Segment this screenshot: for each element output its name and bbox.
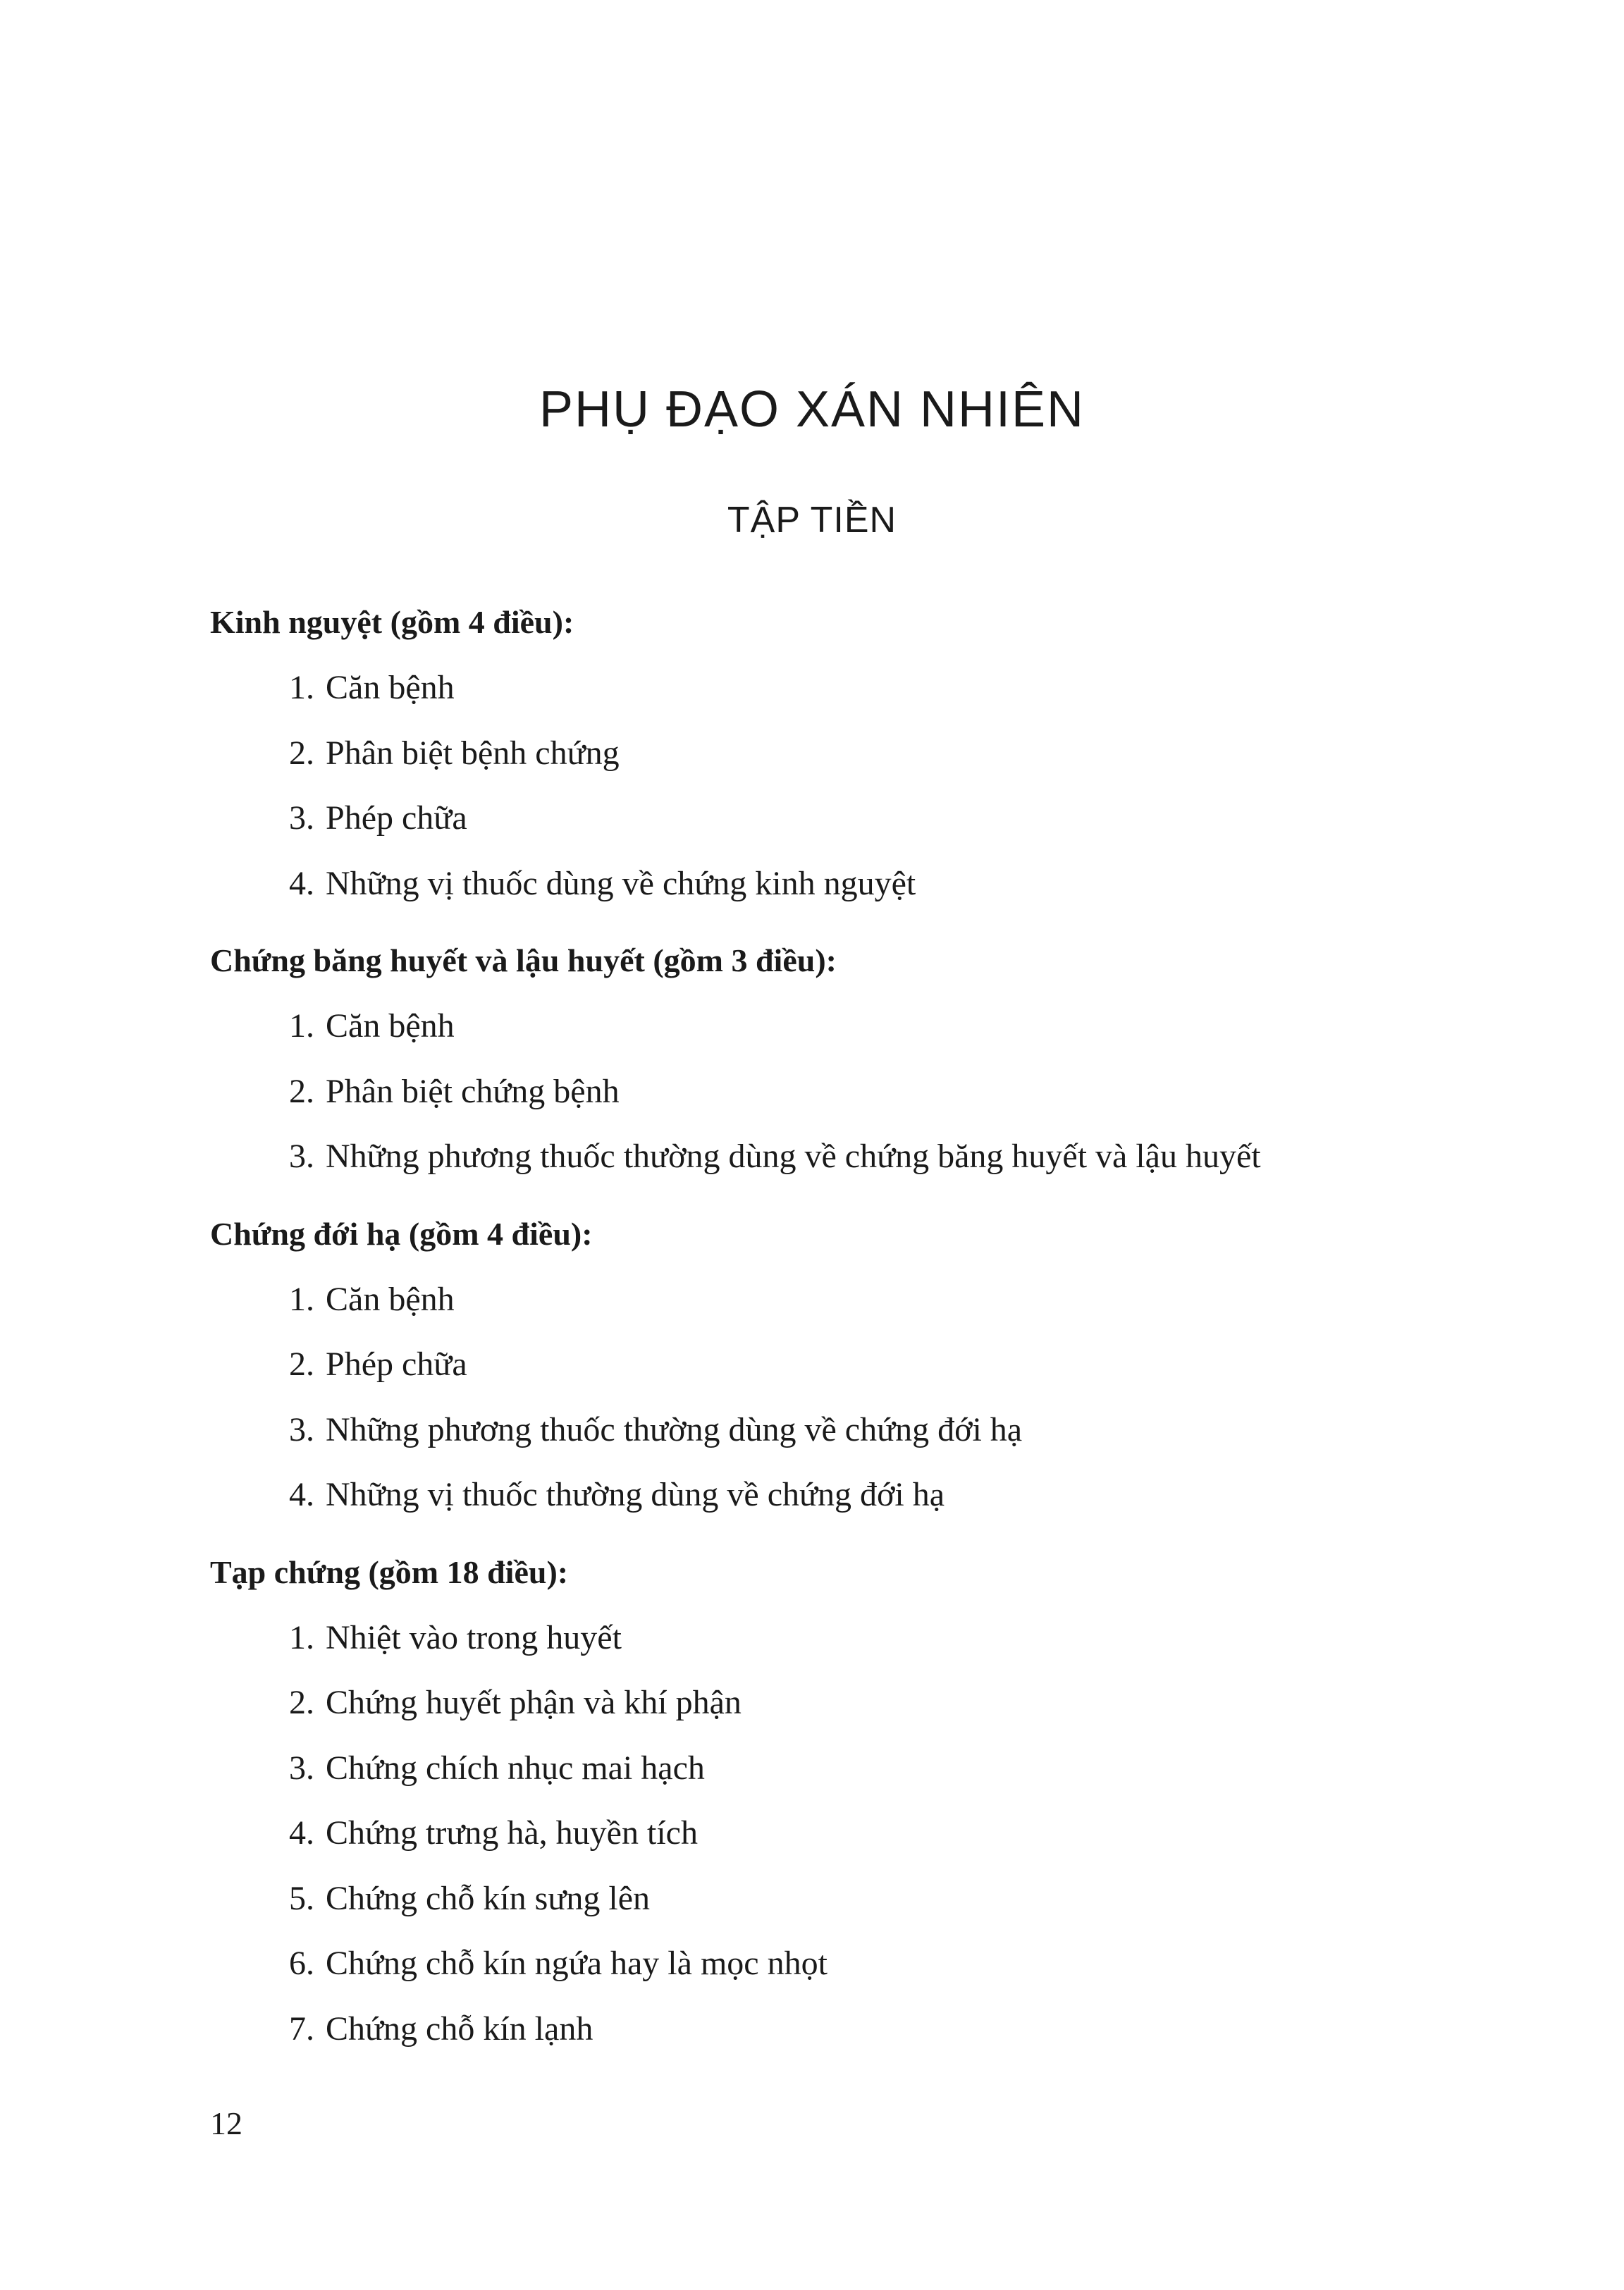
item-text: Căn bệnh	[326, 669, 455, 706]
list-item	[210, 1280, 1444, 1348]
section-heading: Kinh nguyệt (gồm 4 điều):	[210, 604, 574, 640]
item-number: 3.	[289, 1138, 314, 1175]
item-text: Chứng chỗ kín lạnh	[326, 2009, 593, 2048]
item-text: Phép chữa	[326, 799, 467, 837]
item-number: 7.	[289, 2009, 314, 2048]
item-text: Nhiệt vào trong huyết	[326, 1618, 622, 1656]
list-item	[210, 1410, 1444, 1479]
item-number: 2.	[289, 1684, 314, 1721]
section-heading: Chứng băng huyết và lậu huyết (gồm 3 điều):	[210, 942, 837, 978]
item-text: Những phương thuốc thường dùng về chứng băng huyết và lậu huyết	[326, 1138, 1261, 1175]
list-item	[210, 671, 1444, 737]
section-heading: Chứng đới hạ (gồm 4 điều):	[210, 1215, 593, 1252]
page-number: 12	[210, 2105, 242, 2141]
item-number: 2.	[289, 734, 314, 772]
item-text: Phép chữa	[326, 1346, 467, 1383]
page-title: PHỤ ĐẠO XÁN NHIÊN	[539, 381, 1085, 438]
list-item	[210, 734, 1444, 802]
section-doi-ha	[210, 1215, 1444, 1544]
item-text: Chứng trưng hà, huyền tích	[326, 1814, 698, 1852]
item-number: 3.	[289, 1749, 314, 1787]
list-item	[210, 1009, 1444, 1075]
page-subtitle: TẬP TIỀN	[727, 500, 897, 541]
section-bang-huyet	[210, 944, 1444, 1205]
item-number: 1.	[289, 1618, 314, 1656]
item-text: Chứng huyết phận và khí phận	[326, 1684, 742, 1721]
item-number: 2.	[289, 1072, 314, 1110]
item-number: 2.	[289, 1346, 314, 1383]
item-number: 4.	[289, 1814, 314, 1852]
item-text: Phân biệt bệnh chứng	[326, 734, 620, 772]
list-item	[210, 1749, 1444, 1817]
item-text: Chứng chỗ kín ngứa hay là mọc nhọt	[326, 1945, 828, 1982]
list-item	[210, 1686, 1444, 1752]
item-number: 6.	[289, 1945, 314, 1982]
list-item	[210, 2009, 1444, 2078]
item-text: Những phương thuốc thường dùng về chứng đới hạ	[326, 1410, 1023, 1448]
section-kinh-nguyet	[210, 606, 1444, 932]
list-item	[210, 1816, 1444, 1882]
item-text: Căn bệnh	[326, 1280, 455, 1318]
item-text: Những vị thuốc dùng về chứng kinh nguyệt	[326, 864, 916, 902]
item-number: 5.	[289, 1879, 314, 1917]
list-item	[210, 1947, 1444, 2012]
list-item	[210, 1618, 1444, 1687]
item-number: 4.	[289, 864, 314, 902]
list-item	[210, 1348, 1444, 1413]
list-item	[210, 801, 1444, 867]
item-text: Căn bệnh	[326, 1007, 455, 1045]
section-heading: Tạp chứng (gồm 18 điều):	[210, 1553, 569, 1590]
item-number: 1.	[289, 1280, 314, 1318]
item-text: Phân biệt chứng bệnh	[326, 1072, 620, 1110]
list-item	[210, 1140, 1444, 1205]
list-item	[210, 1478, 1444, 1544]
section-tap-chung	[210, 1553, 1444, 2078]
item-text: Những vị thuốc thường dùng về chứng đới hạ	[326, 1476, 945, 1513]
item-number: 1.	[289, 1007, 314, 1045]
item-text: Chứng chích nhục mai hạch	[326, 1749, 705, 1787]
item-number: 4.	[289, 1476, 314, 1513]
item-number: 1.	[289, 669, 314, 706]
list-item	[210, 1072, 1444, 1140]
item-number: 3.	[289, 1410, 314, 1448]
list-item	[210, 864, 1444, 932]
table-of-contents	[210, 606, 1444, 2077]
item-text: Chứng chỗ kín sưng lên	[326, 1879, 651, 1917]
item-number: 3.	[289, 799, 314, 837]
list-item	[210, 1879, 1444, 1947]
